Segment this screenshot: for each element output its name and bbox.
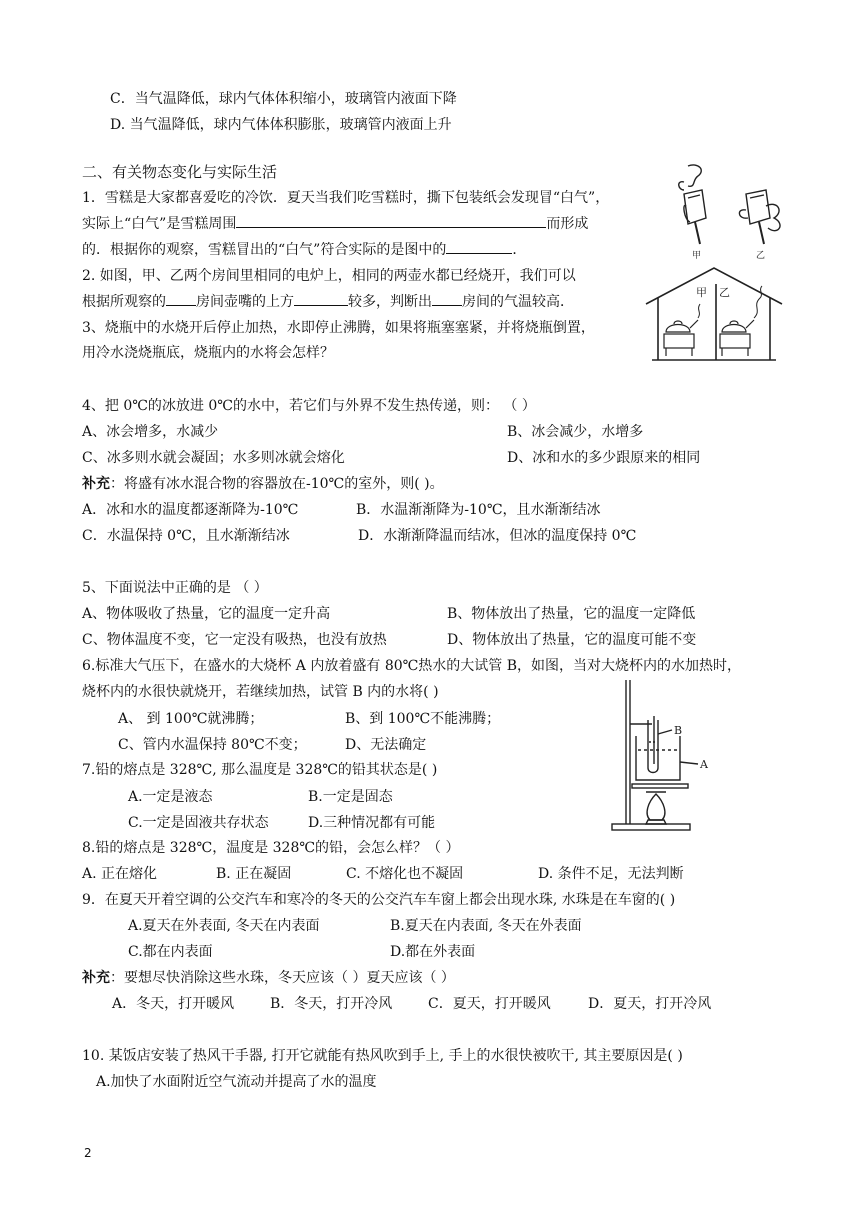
q9-option-a: A.夏天在外表面, 冬天在内表面 (128, 918, 320, 934)
supplement-label: 补充 (82, 970, 110, 986)
beaker-a-label: A (700, 758, 708, 771)
alcohol-lamp (646, 820, 666, 824)
question-5: 5、下面说法中正确的是 （ ） (82, 580, 268, 596)
q7-option-d: D.三种情况都有可能 (308, 815, 436, 831)
q5-option-d: D、物体放出了热量，它的温度可能不变 (447, 632, 697, 648)
supp1-option-a: A．冰和水的温度都逐渐降为-10℃ (82, 502, 299, 518)
q2-text: 较多，判断出 (348, 294, 432, 310)
ice-cream-right-image (739, 190, 780, 244)
ring-support (632, 784, 688, 788)
q4-option-b: B、冰会减少，水增多 (507, 424, 644, 440)
q1-text-pre: 实际上“白气”是雪糕周围 (82, 216, 237, 232)
q7-option-b: B.一定是固态 (308, 789, 393, 805)
answer-blank[interactable] (294, 293, 348, 306)
tube-b-label: B (674, 724, 683, 737)
q1-text-post: ． (512, 242, 527, 258)
q5-option-b: B、物体放出了热量，它的温度一定降低 (447, 606, 696, 622)
option-c-previous: C．当气温降低，球内气体体积缩小，玻璃管内液面下降 (110, 91, 457, 107)
supp2-option-b: B．冬天，打开冷风 (270, 996, 393, 1012)
question-6-line-1: 6.标准大气压下，在盛水的大烧杯 A 内放着盛有 80℃热水的大试管 B，如图，当对大烧杯内的水加热时， (82, 658, 742, 674)
q1-text-pre: 的．根据你的观察，雪糕冒出的“白气”符合实际的是图中的 (82, 242, 447, 258)
q6-option-d: D、无法确定 (345, 737, 427, 753)
supplement-1 (82, 475, 444, 493)
question-3-line-1: 3、烧瓶中的水烧开后停止加热，水即停止沸腾，如果将瓶塞塞紧，并将烧瓶倒置， (82, 320, 595, 336)
q8-option-d: D. 条件不足，无法判断 (538, 866, 684, 882)
supp1-option-b: B．水温渐渐降为-10℃，且水渐渐结冰 (356, 502, 601, 518)
section-heading: 二、有关物态变化与实际生活 (82, 163, 278, 181)
q9-option-c: C.都在内表面 (128, 944, 213, 960)
question-1-line-1: 1．雪糕是大家都喜爱吃的冷饮．夏天当我们吃雪糕时，撕下包装纸会发现冒“白气”， (82, 190, 610, 206)
q9-option-d: D.都在外表面 (390, 944, 476, 960)
stand-base (612, 824, 690, 830)
beaker-apparatus-figure (608, 676, 718, 834)
question-8: 8.铅的熔点是 328℃，温度是 328℃的铅，会怎么样？（ ） (82, 840, 460, 856)
q4-option-c: C、冰多则水就会凝固；水多则冰就会熔化 (82, 450, 345, 466)
question-1-line-3 (82, 241, 526, 259)
q9-option-b: B.夏天在内表面, 冬天在外表面 (390, 918, 582, 934)
page-number: 2 (84, 1146, 92, 1160)
ice-cream-left-label: 甲 (692, 251, 702, 261)
q4-option-a: A、冰会增多，水减少 (82, 424, 219, 440)
q2-text: 根据所观察的 (82, 294, 166, 310)
question-3-line-2: 用冷水浇烧瓶底，烧瓶内的水将会怎样？ (82, 345, 334, 361)
room-left-label: 甲 (696, 286, 707, 299)
answer-blank[interactable] (446, 241, 512, 254)
q6-option-b: B、到 100℃不能沸腾； (345, 711, 501, 727)
test-tube-b (648, 720, 658, 773)
q5-option-c: C、物体温度不变，它一定没有吸热，也没有放热 (82, 632, 387, 648)
ice-cream-right-label: 乙 (756, 251, 766, 261)
answer-blank[interactable] (166, 293, 196, 306)
supplement-text: ：要想尽快消除这些水珠，冬天应该（ ）夏天应该（ ） (110, 970, 455, 986)
question-4: 4、把 0℃的冰放进 0℃的水中，若它们与外界不发生热传递，则： （ ） (82, 398, 536, 414)
question-7: 7.铅的熔点是 328℃, 那么温度是 328℃的铅其状态是( ) (82, 762, 438, 778)
q2-text: 房间壶嘴的上方 (196, 294, 294, 310)
question-2-line-1: 2. 如图，甲、乙两个房间里相同的电炉上，相同的两壶水都已经烧开，我们可以 (82, 268, 576, 284)
q7-option-a: A.一定是液态 (128, 789, 213, 805)
two-room-house-figure (644, 264, 784, 362)
room-right-label: 乙 (719, 286, 730, 299)
supp2-option-d: D．夏天，打开冷风 (588, 996, 712, 1012)
q8-option-b: B. 正在凝固 (216, 866, 292, 882)
supp2-option-a: A．冬天，打开暖风 (112, 996, 235, 1012)
q2-text: 房间的气温较高． (462, 294, 574, 310)
question-1-line-2 (82, 215, 588, 233)
q7-option-c: C.一定是固液共存状态 (128, 815, 269, 831)
supplement-2 (82, 969, 455, 987)
supplement-text: ：将盛有冰水混合物的容器放在-10℃的室外，则( )。 (110, 476, 444, 492)
option-d-previous: D. 当气温降低，球内气体体积膨胀，玻璃管内液面上升 (110, 117, 452, 133)
burner-flame (647, 794, 665, 820)
ice-cream-figure (662, 160, 792, 262)
q8-option-c: C. 不熔化也不凝固 (346, 866, 464, 882)
question-6-line-2: 烧杯内的水很快就烧开，若继续加热，试管 B 内的水将( ) (82, 684, 439, 700)
q8-option-a: A. 正在熔化 (82, 866, 158, 882)
q6-option-a: A、 到 100℃就沸腾； (118, 711, 264, 727)
q1-text-post: 而形成 (546, 216, 589, 232)
supp2-option-c: C．夏天，打开暖风 (428, 996, 551, 1012)
question-2-line-2 (82, 293, 574, 311)
ice-cream-left-image (679, 165, 706, 244)
supp1-option-c: C．水温保持 0℃，且水渐渐结冰 (82, 528, 290, 544)
supplement-label: 补充 (82, 476, 110, 492)
q5-option-a: A、物体吸收了热量，它的温度一定升高 (82, 606, 331, 622)
q6-option-c: C、管内水温保持 80℃不变； (118, 737, 307, 753)
question-9: 9．在夏天开着空调的公交汽车和寒冷的冬天的公交汽车车窗上都会出现水珠, 水珠是在车窗的( ) (82, 892, 676, 908)
q10-option-a: A.加快了水面附近空气流动并提高了水的温度 (96, 1074, 377, 1090)
answer-blank[interactable] (236, 215, 546, 228)
supp1-option-d: D．水渐渐降温而结冰，但冰的温度保持 0℃ (358, 528, 637, 544)
answer-blank[interactable] (432, 293, 462, 306)
kettle-left-image (664, 304, 700, 356)
question-10: 10. 某饭店安装了热风干手器, 打开它就能有热风吹到手上, 手上的水很快被吹干, 其主要原因是( ) (82, 1048, 683, 1064)
q4-option-d: D、冰和水的多少跟原来的相同 (507, 450, 701, 466)
